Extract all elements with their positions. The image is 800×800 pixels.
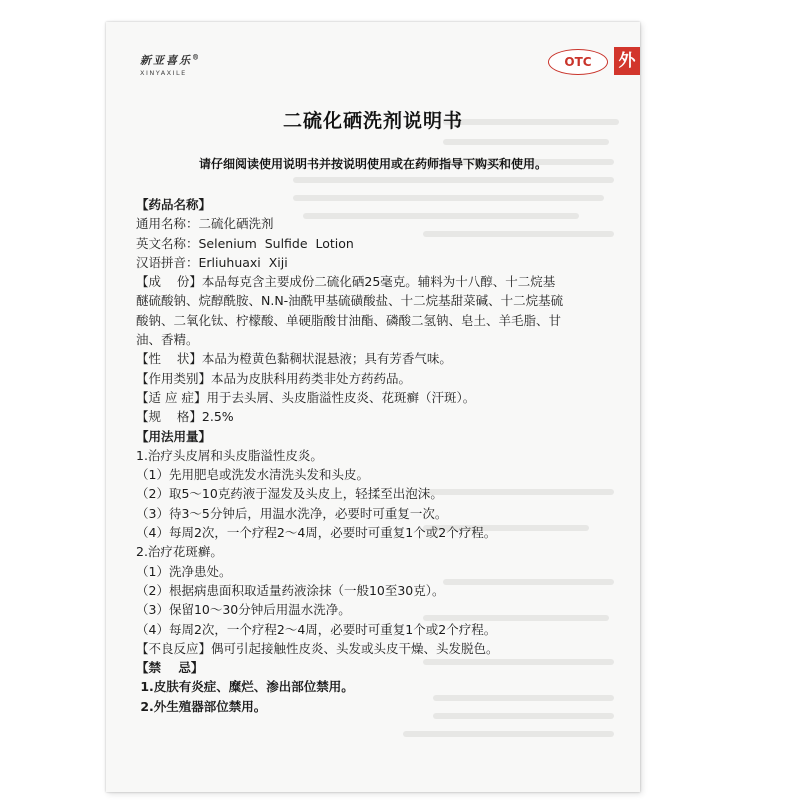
properties: 【性 状】本品为橙黄色黏稠状混悬液；具有芳香气味。 [136, 351, 452, 367]
composition-line: 【成 份】本品每克含主要成份二硫化硒25毫克。辅料为十八醇、十二烷基 [136, 274, 556, 290]
composition-line: 油、香精。 [136, 332, 199, 348]
usage-line: （1）洗净患处。 [136, 563, 232, 579]
usage-line: （1）先用肥皂或洗发水清洗头发和头皮。 [136, 467, 369, 483]
drug-name-header: 【药品名称】 [136, 197, 212, 212]
usage-line: （4）每周2次，一个疗程2～4周，必要时可重复1个或2个疗程。 [136, 525, 497, 541]
contraindications-header: 【禁 忌】 [136, 660, 204, 676]
brand-logo [140, 52, 201, 77]
pinyin-name: 汉语拼音：Erliuhuaxi Xiji [136, 254, 288, 270]
leaflet-body [136, 195, 626, 716]
registered-mark: ® [192, 52, 201, 62]
external-use-badge: 外 [614, 47, 640, 75]
usage-line: （2）根据病患面积取适量药液涂抹（一般10至30克）。 [136, 582, 445, 598]
composition-line: 醚硫酸钠、烷醇酰胺、N.N-油酰甲基硫磺酸盐、十二烷基甜菜碱、十二烷基硫 [136, 293, 564, 309]
english-name: 英文名称：Selenium Sulfide Lotion [136, 235, 354, 251]
adverse-reactions: 【不良反应】偶可引起接触性皮炎、头发或头皮干燥、头发脱色。 [136, 640, 499, 656]
brand-name-en: XINYAXILE [140, 69, 187, 77]
usage-line: （2）取5～10克药液于湿发及头皮上，轻揉至出泡沫。 [136, 486, 443, 502]
drug-category: 【作用类别】本品为皮肤科用药类非处方药药品。 [136, 370, 412, 386]
contraindication-item: 1.皮肤有炎症、糜烂、渗出部位禁用。 [136, 679, 354, 695]
indications: 【适 应 症】用于去头屑、头皮脂溢性皮炎、花斑癣（汗斑）。 [136, 389, 476, 405]
generic-name: 通用名称：二硫化硒洗剂 [136, 216, 274, 232]
usage-line: （4）每周2次，一个疗程2～4周，必要时可重复1个或2个疗程。 [136, 621, 497, 637]
specification: 【规 格】2.5% [136, 409, 234, 425]
usage-line: 2.治疗花斑癣。 [136, 544, 223, 560]
usage-line: （3）待3～5分钟后，用温水洗净，必要时可重复一次。 [136, 505, 448, 521]
usage-header: 【用法用量】 [136, 428, 212, 444]
document-title: 二硫化硒洗剂说明书 [282, 110, 463, 132]
leaflet-paper [106, 22, 640, 792]
brand-name-cn: 新亚喜乐 [140, 54, 192, 67]
usage-line: （3）保留10～30分钟后用温水洗净。 [136, 602, 351, 618]
otc-badge: OTC [548, 49, 608, 75]
usage-line: 1.治疗头皮屑和头皮脂溢性皮炎。 [136, 447, 323, 463]
contraindication-item: 2.外生殖器部位禁用。 [136, 698, 267, 714]
usage-notice: 请仔细阅读使用说明书并按说明使用或在药师指导下购买和使用。 [198, 157, 547, 171]
composition-line: 酸钠、二氧化钛、柠檬酸、单硬脂酸甘油酯、磷酸二氢钠、皂土、羊毛脂、甘 [136, 312, 562, 328]
